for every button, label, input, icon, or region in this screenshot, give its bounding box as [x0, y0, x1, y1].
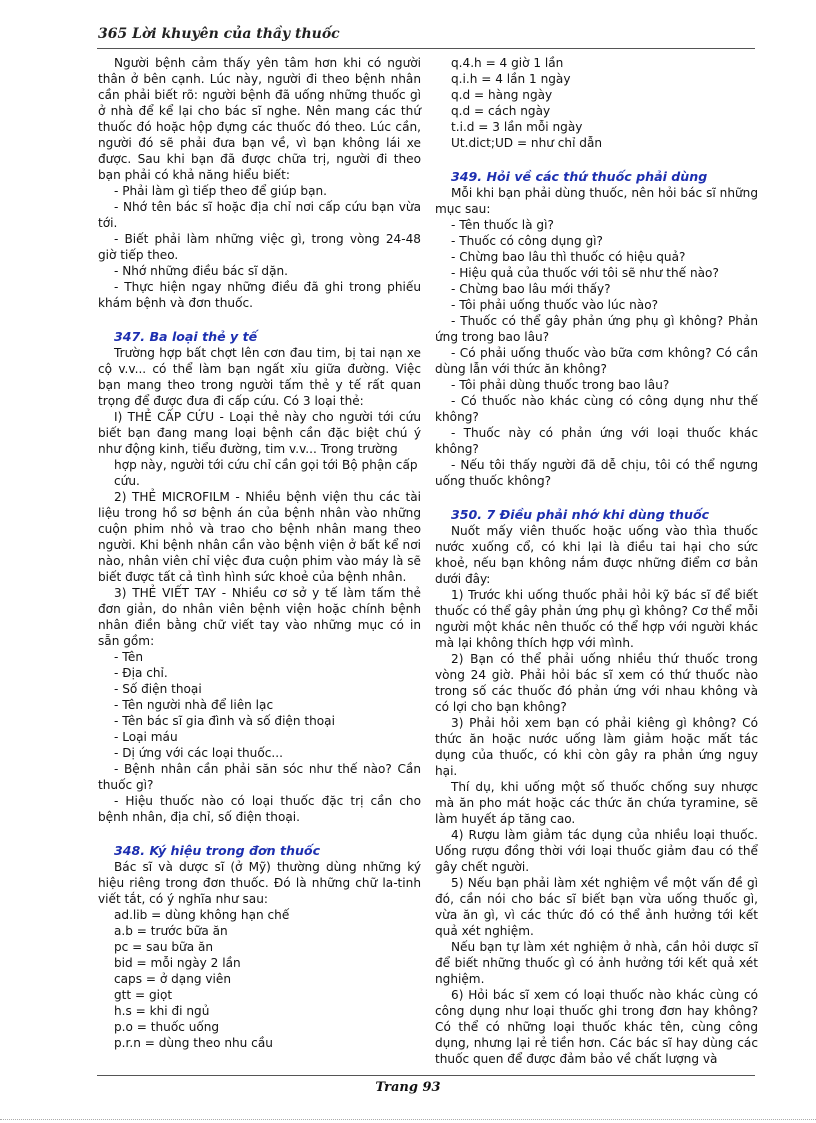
abbr-item: t.i.d = 3 lần mỗi ngày	[451, 120, 583, 134]
paragraph: 3) THẺ VIẾT TAY - Nhiều cơ sở y tế làm tấm thẻ đơn giản, do nhân viên bệnh viện hoặc chính bệnh nhân điền bằng chữ viết tay vào những mục có in sẵn gồm:	[98, 586, 421, 648]
abbr-item: pc = sau bữa ăn	[114, 940, 214, 954]
list-item: - Địa chỉ.	[114, 666, 168, 680]
list-item: - Chừng bao lâu mới thấy?	[451, 282, 611, 296]
abbr-item: p.r.n = dùng theo nhu cầu	[114, 1036, 273, 1050]
paragraph: 5) Nếu bạn phải làm xét nghiệm về một vấn đề gì đó, cần nói cho bác sĩ biết bạn vừa uống thuốc gì, vừa ăn gì, vì các thức đó có thể ảnh hưởng tới kết quả xét nghiệm.	[435, 876, 758, 938]
list-item: - Nhớ tên bác sĩ hoặc địa chỉ nơi cấp cứu bạn vừa tới.	[98, 200, 421, 230]
list-item: - Tôi phải dùng thuốc trong bao lâu?	[451, 378, 670, 392]
abbr-item: q.i.h = 4 lần 1 ngày	[451, 72, 571, 86]
abbr-item: a.b = trước bữa ăn	[114, 924, 228, 938]
paragraph: I) THẺ CẤP CỨU - Loại thẻ này cho người tới cứu biết bạn đang mang loại bệnh cần đặc biệt chú ý như động kinh, tiểu đường, tim v.v... Trong trường	[98, 410, 421, 456]
list-item: - Nhớ những điều bác sĩ dặn.	[114, 264, 289, 278]
paragraph: hợp này, người tới cứu chỉ cần gọi tới Bộ phận cấp cứu.	[114, 458, 418, 488]
list-item: - Thuốc có thể gây phản ứng phụ gì không? Phản ứng trong bao lâu?	[435, 314, 758, 344]
abbr-item: q.d = hàng ngày	[451, 88, 553, 102]
paragraph: Mỗi khi bạn phải dùng thuốc, nên hỏi bác sĩ những mục sau:	[435, 186, 758, 216]
abbr-item: ad.lib = dùng không hạn chế	[114, 908, 290, 922]
list-item: - Thực hiện ngay những điều đã ghi trong phiếu khám bệnh và đơn thuốc.	[98, 280, 421, 310]
abbr-item: caps = ở dạng viên	[114, 972, 231, 986]
list-item: - Tên bác sĩ gia đình và số điện thoại	[114, 714, 335, 728]
list-item: - Bệnh nhân cần phải săn sóc như thế nào? Cần thuốc gì?	[98, 762, 421, 792]
paragraph: 4) Rượu làm giảm tác dụng của nhiều loại thuốc. Uống rượu đồng thời với loại thuốc giảm đau có thể gây chết người.	[435, 828, 758, 874]
abbr-item: q.4.h = 4 giờ 1 lần	[451, 56, 564, 70]
paragraph: 2) THẺ MICROFILM - Nhiều bệnh viện thu các tài liệu trong hồ sơ bệnh án của bệnh nhân vào những cuộn phim nhỏ và trao cho bệnh nhân mang theo người. Khi bệnh nhân cần vào bệnh viện ở bất kể nơi nào, nhân viên chỉ việc đưa cuộn phim vào máy là sẽ biết được tất cả tình hình sức khoẻ của bệnh nhân.	[98, 490, 421, 584]
section-350-title: 350. 7 Điều phải nhớ khi dùng thuốc	[451, 507, 710, 522]
list-item: - Tôi phải uống thuốc vào lúc nào?	[451, 298, 659, 312]
paragraph: Thí dụ, khi uống một số thuốc chống suy nhược mà ăn pho mát hoặc các thức ăn chứa tyramine, sẽ làm huyết áp tăng cao.	[435, 780, 758, 826]
list-item: - Có thuốc nào khác cùng có công dụng như thế không?	[435, 394, 758, 424]
paragraph: Nếu bạn tự làm xét nghiệm ở nhà, cần hỏi dược sĩ để biết những thuốc gì có ảnh hưởng tới kết quả xét nghiệm.	[435, 940, 758, 986]
list-item: - Biết phải làm những việc gì, trong vòng 24-48 giờ tiếp theo.	[98, 232, 421, 262]
list-item: - Tên thuốc là gì?	[451, 218, 554, 232]
abbr-item: gtt = giọt	[114, 988, 173, 1002]
section-347-title: 347. Ba loại thẻ y tế	[114, 329, 258, 344]
paragraph: Trường hợp bất chợt lên cơn đau tim, bị tai nạn xe cộ v.v... có thể làm bạn ngất xỉu giữa đường. Việc bạn mang theo trong người tấm thẻ y tế rất quan trọng để được đưa đi cấp cứu. Có 3 loại thẻ:	[98, 346, 421, 408]
abbr-item: p.o = thuốc uống	[114, 1020, 220, 1034]
list-item: - Loại máu	[114, 730, 178, 744]
list-item: - Có phải uống thuốc vào bữa cơm không? Có cần dùng lẫn với thức ăn không?	[435, 346, 758, 376]
section-348-title: 348. Ký hiệu trong đơn thuốc	[114, 843, 321, 858]
list-item: - Số điện thoại	[114, 682, 202, 696]
paragraph: Nuốt mấy viên thuốc hoặc uống vào thìa thuốc nước xuống cổ, có khi lại là điều tai hại cho sức khoẻ, nếu bạn không nắm được những điểm cơ bản dưới đây:	[435, 524, 758, 586]
right-column	[435, 55, 758, 1067]
running-header: 365 Lời khuyên của thầy thuốc	[98, 26, 340, 42]
list-item: - Hiệu thuốc nào có loại thuốc đặc trị cần cho bệnh nhân, địa chỉ, số điện thoại.	[98, 794, 421, 824]
footer-rule	[97, 1075, 755, 1076]
paragraph: Người bệnh cảm thấy yên tâm hơn khi có người thân ở bên cạnh. Lúc này, người đi theo bệnh nhân cần phải biết rõ: người bệnh đã uống những thuốc gì ở nhà để kể lại cho bác sĩ nghe. Nên mang các thứ thuốc đó hoặc hộp đựng các thuốc đó theo. Lúc cần, người đó sẽ phải đưa bạn về, vì bạn không lái xe được. Sau khi bạn đã được chữa trị, người đi theo bạn phải có khả năng hiểu biết:	[98, 56, 421, 182]
page-number: Trang 93	[375, 1080, 441, 1095]
abbr-item: bid = mỗi ngày 2 lần	[114, 956, 241, 970]
list-item: - Nếu tôi thấy người đã dễ chịu, tôi có thể ngưng uống thuốc không?	[435, 458, 758, 488]
header-rule	[97, 48, 755, 49]
section-349-title: 349. Hỏi về các thứ thuốc phải dùng	[451, 169, 708, 184]
list-item: - Hiệu quả của thuốc với tôi sẽ như thế nào?	[451, 266, 719, 280]
list-item: - Thuốc có công dụng gì?	[451, 234, 603, 248]
paragraph: 3) Phải hỏi xem bạn có phải kiêng gì không? Có thức ăn hoặc nước uống làm giảm hoặc mất tác dụng của thuốc, có khi còn gây ra phản ứng nguy hại.	[435, 716, 758, 778]
paragraph: Bác sĩ và dược sĩ (ở Mỹ) thường dùng những ký hiệu riêng trong đơn thuốc. Đó là những chữ la-tinh viết tắt, có ý nghĩa như sau:	[98, 860, 421, 906]
abbr-item: h.s = khi đi ngủ	[114, 1004, 210, 1018]
list-item: - Tên	[114, 650, 143, 664]
page-edge-divider	[0, 1119, 816, 1120]
list-item: - Tên người nhà để liên lạc	[114, 698, 274, 712]
paragraph: 6) Hỏi bác sĩ xem có loại thuốc nào khác cùng có công dụng như loại thuốc ghi trong đơn hay không? Có thể có những loại thuốc khác tên, cùng công dụng, nhưng lại rẻ tiền hơn. Các bác sĩ hay dùng các thuốc quen để được đảm bảo về chất lượng và	[435, 988, 758, 1066]
paragraph: 2) Bạn có thể phải uống nhiều thứ thuốc trong vòng 24 giờ. Phải hỏi bác sĩ xem có thứ thuốc nào trong số các thuốc đó phản ứng với nhau không và có lợi cho bạn không?	[435, 652, 758, 714]
abbr-item: q.d = cách ngày	[451, 104, 551, 118]
abbr-item: Ut.dict;UD = như chỉ dẫn	[451, 136, 603, 150]
list-item: - Thuốc này có phản ứng với loại thuốc khác không?	[435, 426, 758, 456]
list-item: - Chừng bao lâu thì thuốc có hiệu quả?	[451, 250, 686, 264]
left-column	[98, 55, 421, 1051]
paragraph: 1) Trước khi uống thuốc phải hỏi kỹ bác sĩ để biết thuốc có thể gây phản ứng phụ gì không? Cơ thể mỗi người một khác nên thuốc có thể hợp với người khác mà lại không thích hợp với mình.	[435, 588, 758, 650]
list-item: - Dị ứng với các loại thuốc...	[114, 746, 283, 760]
list-item: - Phải làm gì tiếp theo để giúp bạn.	[114, 184, 327, 198]
